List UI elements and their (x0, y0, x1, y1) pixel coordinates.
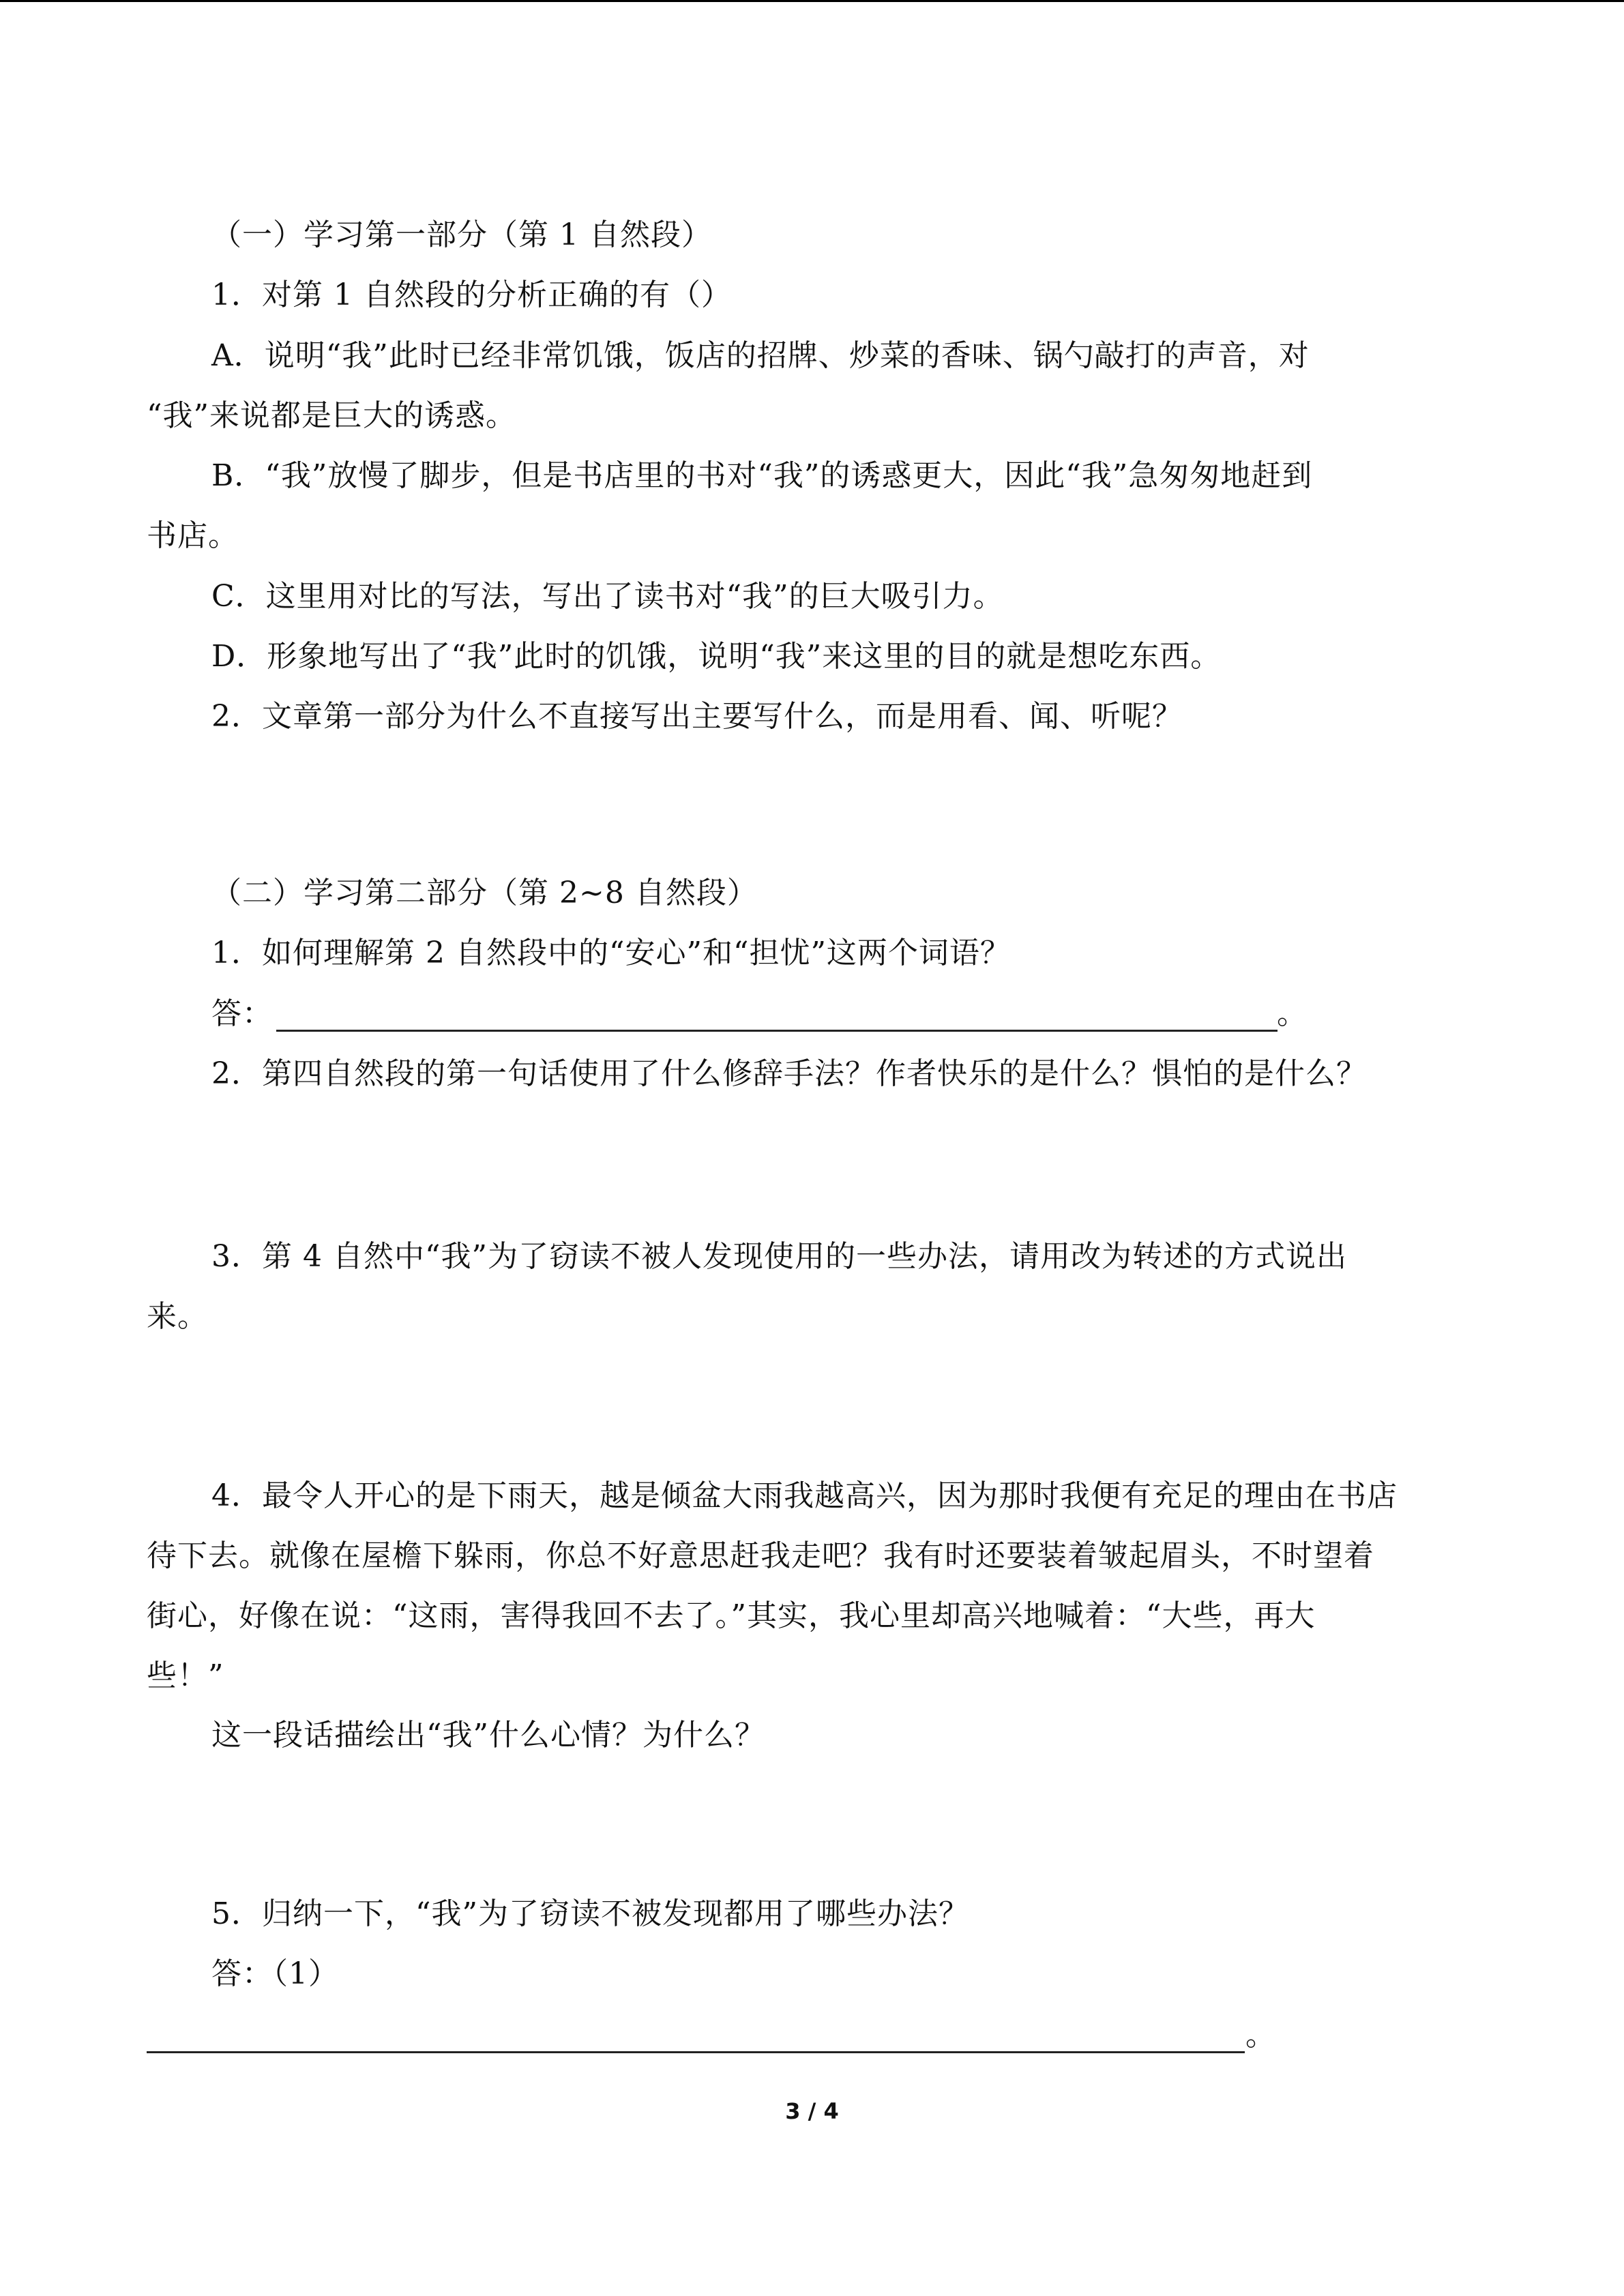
part1-q1-option-a-line2: “我”来说都是巨大的诱惑。 (147, 398, 516, 433)
part2-q5-answer-label: 答：（1） (211, 1956, 339, 1991)
part1-q2: 2．文章第一部分为什么不直接写出主要写什么，而是用看、闻、听呢？ (211, 699, 1183, 734)
part1-heading: （一）学习第一部分（第 1 自然段） (211, 218, 712, 252)
part2-q1-answer-line[interactable] (276, 1030, 1278, 1032)
part2-q3-line1: 3．第 4 自然中“我”为了窃读不被人发现使用的一些办法，请用改为转述的方式说出 (211, 1239, 1347, 1274)
part2-q1-answer-end: 。 (1277, 996, 1308, 1031)
part2-q2: 2．第四自然段的第一句话使用了什么修辞手法？作者快乐的是什么？惧怕的是什么？ (211, 1056, 1367, 1091)
part2-q4-line4: 些！” (147, 1658, 224, 1693)
part2-q4-prompt: 这一段话描绘出“我”什么心情？为什么？ (211, 1718, 765, 1753)
part2-q3-line2: 来。 (147, 1299, 208, 1334)
part2-q1: 1．如何理解第 2 自然段中的“安心”和“担忧”这两个词语？ (211, 936, 1011, 970)
part1-q1-option-c: C．这里用对比的写法，写出了读书对“我”的巨大吸引力。 (211, 579, 1004, 614)
part1-q1-option-b-line1: B．“我”放慢了脚步，但是书店里的书对“我”的诱惑更大，因此“我”急匆匆地赶到 (211, 458, 1313, 493)
part2-q4-line1: 4．最令人开心的是下雨天，越是倾盆大雨我越高兴，因为那时我便有充足的理由在书店 (211, 1478, 1398, 1513)
part2-q4-line3: 街心，好像在说：“这雨，害得我回不去了。”其实，我心里却高兴地喊着：“大些，再大 (147, 1598, 1316, 1633)
page-number: 3 / 4 (785, 2098, 839, 2124)
part1-q1-option-a-line1: A．说明“我”此时已经非常饥饿，饭店的招牌、炒菜的香味、锅勺敲打的声音，对 (211, 338, 1310, 373)
part2-heading: （二）学习第二部分（第 2~8 自然段） (211, 876, 758, 910)
part1-q1-option-b-line2: 书店。 (147, 518, 239, 553)
part1-q1-option-d: D．形象地写出了“我”此时的饥饿，说明“我”来这里的目的就是想吃东西。 (211, 639, 1222, 674)
part2-q4-line2: 待下去。就像在屋檐下躲雨，你总不好意思赶我走吧？我有时还要装着皱起眉头，不时望着 (147, 1538, 1374, 1573)
part1-q1-stem: 1．对第 1 自然段的分析正确的有（） (211, 278, 732, 312)
part2-q5-answer-line[interactable] (147, 2051, 1245, 2053)
part2-q5-answer-end: 。 (1245, 2018, 1276, 2053)
part2-q5: 5．归纳一下，“我”为了窃读不被发现都用了哪些办法？ (211, 1896, 969, 1931)
part2-q1-answer-label: 答： (211, 996, 273, 1031)
